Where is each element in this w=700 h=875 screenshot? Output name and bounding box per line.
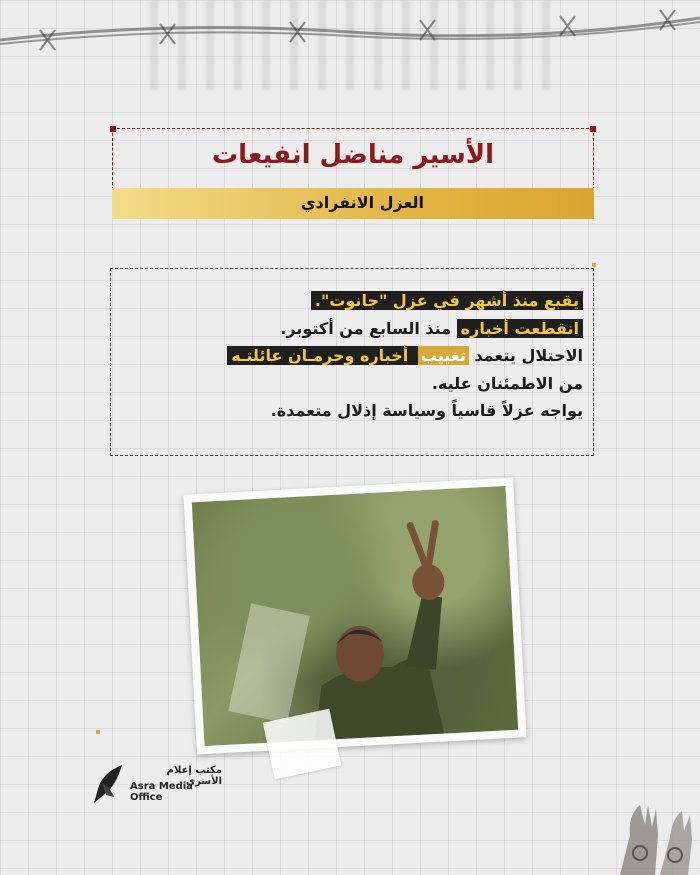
highlighted-text: تغييب (418, 346, 469, 365)
prisoner-photo (192, 486, 518, 746)
text-segment: منذ السابع من أكتوبر. (280, 318, 457, 338)
highlighted-text: يقبع منذ أشهر في عزل "جانوت". (311, 291, 583, 310)
prisoner-photo-frame (183, 478, 526, 755)
highlighted-text: انقطعت أخباره (457, 319, 583, 338)
text-line-1 (227, 287, 583, 315)
bird-logo-icon (92, 763, 126, 807)
chained-hands-icon (600, 775, 700, 875)
text-line-3 (227, 342, 583, 370)
barbed-wire-icon (0, 0, 700, 80)
logo-english-text: Asra Media Office (130, 781, 193, 803)
logo-arabic-text: مكتب إعلام الأسرى (166, 765, 222, 787)
subtitle-banner: العزل الانفرادي (112, 188, 594, 219)
asra-media-logo (92, 763, 222, 811)
frame-corner-dot (110, 126, 116, 132)
text-line-5: يواجه عزلاً قاسياً وسياسة إذلال متعمدة. (270, 401, 583, 420)
info-text-box (110, 268, 594, 456)
text-line-2 (227, 315, 583, 343)
text-line-4: من الاطمئنان عليه. (431, 373, 583, 393)
decorative-dot (96, 730, 100, 734)
page-title: الأسير مناضل انفيعات (211, 140, 495, 170)
prisoner-figure-icon (192, 486, 518, 746)
box-corner-dot (592, 263, 596, 267)
highlighted-text: أخباره وحرمـان عائلتـه (227, 346, 418, 365)
frame-corner-dot (590, 126, 596, 132)
text-segment: الاحتلال يتعمد (468, 346, 583, 365)
info-text (227, 287, 583, 425)
paper-tape (263, 709, 342, 780)
